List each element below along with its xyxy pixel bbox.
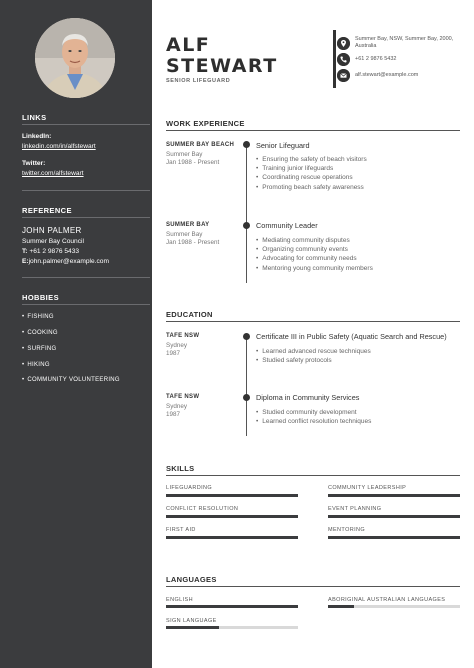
- divider: [22, 304, 150, 305]
- list-item: • Mentoring young community members: [256, 264, 373, 273]
- education-dates: 1987: [166, 350, 181, 357]
- reference-email: E:john.palmer@example.com: [22, 258, 109, 265]
- phone-text: +61 2 9876 5432: [355, 56, 397, 62]
- skill-bar: [166, 515, 298, 518]
- first-name: ALF: [166, 34, 211, 56]
- languages-heading: LANGUAGES: [166, 575, 217, 584]
- location-icon: [337, 37, 350, 50]
- mail-icon: [337, 69, 350, 82]
- work-role: Community Leader: [256, 221, 318, 230]
- skill-bar: [328, 536, 460, 539]
- hobby-item: • COOKING: [22, 330, 58, 336]
- skill-label: CONFLICT RESOLUTION: [166, 506, 239, 512]
- hobby-item: • SURFING: [22, 346, 57, 352]
- contact-divider: [333, 30, 336, 88]
- reference-name: JOHN PALMER: [22, 226, 82, 235]
- reference-org: Summer Bay Council: [22, 238, 84, 245]
- divider: [22, 277, 150, 278]
- skill-bar: [328, 515, 460, 518]
- hobbies-heading: HOBBIES: [22, 293, 59, 302]
- divider: [22, 217, 150, 218]
- list-item: • Learned advanced rescue techniques: [256, 347, 371, 356]
- hobby-item: • HIKING: [22, 362, 50, 368]
- education-heading: EDUCATION: [166, 310, 213, 319]
- skill-label: COMMUNITY LEADERSHIP: [328, 485, 407, 491]
- section-divider: [166, 321, 460, 322]
- reference-phone: T: +61 2 9876 5433: [22, 248, 80, 255]
- divider: [22, 124, 150, 125]
- education-dates: 1987: [166, 411, 181, 418]
- section-divider: [166, 475, 460, 476]
- skill-bar: [166, 536, 298, 539]
- skill-label: MENTORING: [328, 527, 366, 533]
- section-divider: [166, 586, 460, 587]
- reference-heading: REFERENCE: [22, 206, 72, 215]
- language-bar: [166, 626, 298, 629]
- skills-heading: SKILLS: [166, 464, 195, 473]
- work-role: Senior Lifeguard: [256, 141, 310, 150]
- timeline-dot: [243, 141, 250, 148]
- links-heading: LINKS: [22, 113, 47, 122]
- timeline-dot: [243, 333, 250, 340]
- sidebar: [0, 0, 152, 668]
- education-org: TAFE NSW: [166, 333, 200, 339]
- twitter-link[interactable]: twitter.com/alfstewart: [22, 170, 84, 177]
- job-title: SENIOR LIFEGUARD: [166, 78, 231, 84]
- skill-bar: [328, 494, 460, 497]
- skill-bar: [166, 494, 298, 497]
- language-bar: [328, 605, 460, 608]
- list-item: • Studied safety protocols: [256, 356, 371, 365]
- education-bullets: [256, 347, 371, 365]
- language-label: SIGN LANGUAGE: [166, 618, 217, 624]
- work-org: SUMMER BAY: [166, 222, 210, 228]
- list-item: • Studied community development: [256, 408, 371, 417]
- work-dates: Jan 1988 - Present: [166, 159, 220, 166]
- list-item: • Learned conflict resolution techniques: [256, 417, 371, 426]
- divider: [22, 190, 150, 191]
- linkedin-link[interactable]: linkedin.com/in/alfstewart: [22, 143, 96, 150]
- timeline-dot: [243, 222, 250, 229]
- list-item: • Organizing community events: [256, 245, 373, 254]
- list-item: • Mediating community disputes: [256, 236, 373, 245]
- section-divider: [166, 130, 460, 131]
- profile-photo: [35, 18, 115, 98]
- work-org: SUMMER BAY BEACH: [166, 142, 235, 148]
- address-line-1: Summer Bay, NSW, Summer Bay, 2000,: [355, 36, 454, 42]
- education-location: Sydney: [166, 403, 188, 410]
- education-location: Sydney: [166, 342, 188, 349]
- work-location: Summer Bay: [166, 231, 203, 238]
- hobby-item: • FISHING: [22, 314, 54, 320]
- linkedin-label: LinkedIn:: [22, 133, 52, 140]
- hobby-item: • COMMUNITY VOLUNTEERING: [22, 377, 120, 383]
- address-line-2: Australia: [355, 43, 377, 49]
- phone-icon: [337, 53, 350, 66]
- list-item: • Ensuring the safety of beach visitors: [256, 155, 367, 164]
- skill-label: LIFEGUARDING: [166, 485, 213, 491]
- list-item: • Advocating for community needs: [256, 254, 373, 263]
- timeline: [246, 143, 247, 283]
- skill-label: EVENT PLANNING: [328, 506, 382, 512]
- last-name: STEWART: [166, 55, 278, 77]
- work-bullets: [256, 236, 373, 273]
- work-location: Summer Bay: [166, 151, 203, 158]
- language-label: ABORIGINAL AUSTRALIAN LANGUAGES: [328, 597, 446, 603]
- language-label: ENGLISH: [166, 597, 193, 603]
- email-text[interactable]: alf.stewart@example.com: [355, 72, 419, 78]
- list-item: • Promoting beach safety awareness: [256, 183, 367, 192]
- education-org: TAFE NSW: [166, 394, 200, 400]
- education-degree: Diploma in Community Services: [256, 393, 360, 402]
- timeline: [246, 334, 247, 436]
- education-bullets: [256, 408, 371, 426]
- list-item: • Coordinating rescue operations: [256, 173, 367, 182]
- work-dates: Jan 1988 - Present: [166, 239, 220, 246]
- work-experience-heading: WORK EXPERIENCE: [166, 119, 245, 128]
- work-bullets: [256, 155, 367, 192]
- list-item: • Training junior lifeguards: [256, 164, 367, 173]
- education-degree: Certificate III in Public Safety (Aquatic Search and Rescue): [256, 332, 447, 341]
- skill-label: FIRST AID: [166, 527, 196, 533]
- language-bar: [166, 605, 298, 608]
- timeline-dot: [243, 394, 250, 401]
- twitter-label: Twitter:: [22, 160, 46, 167]
